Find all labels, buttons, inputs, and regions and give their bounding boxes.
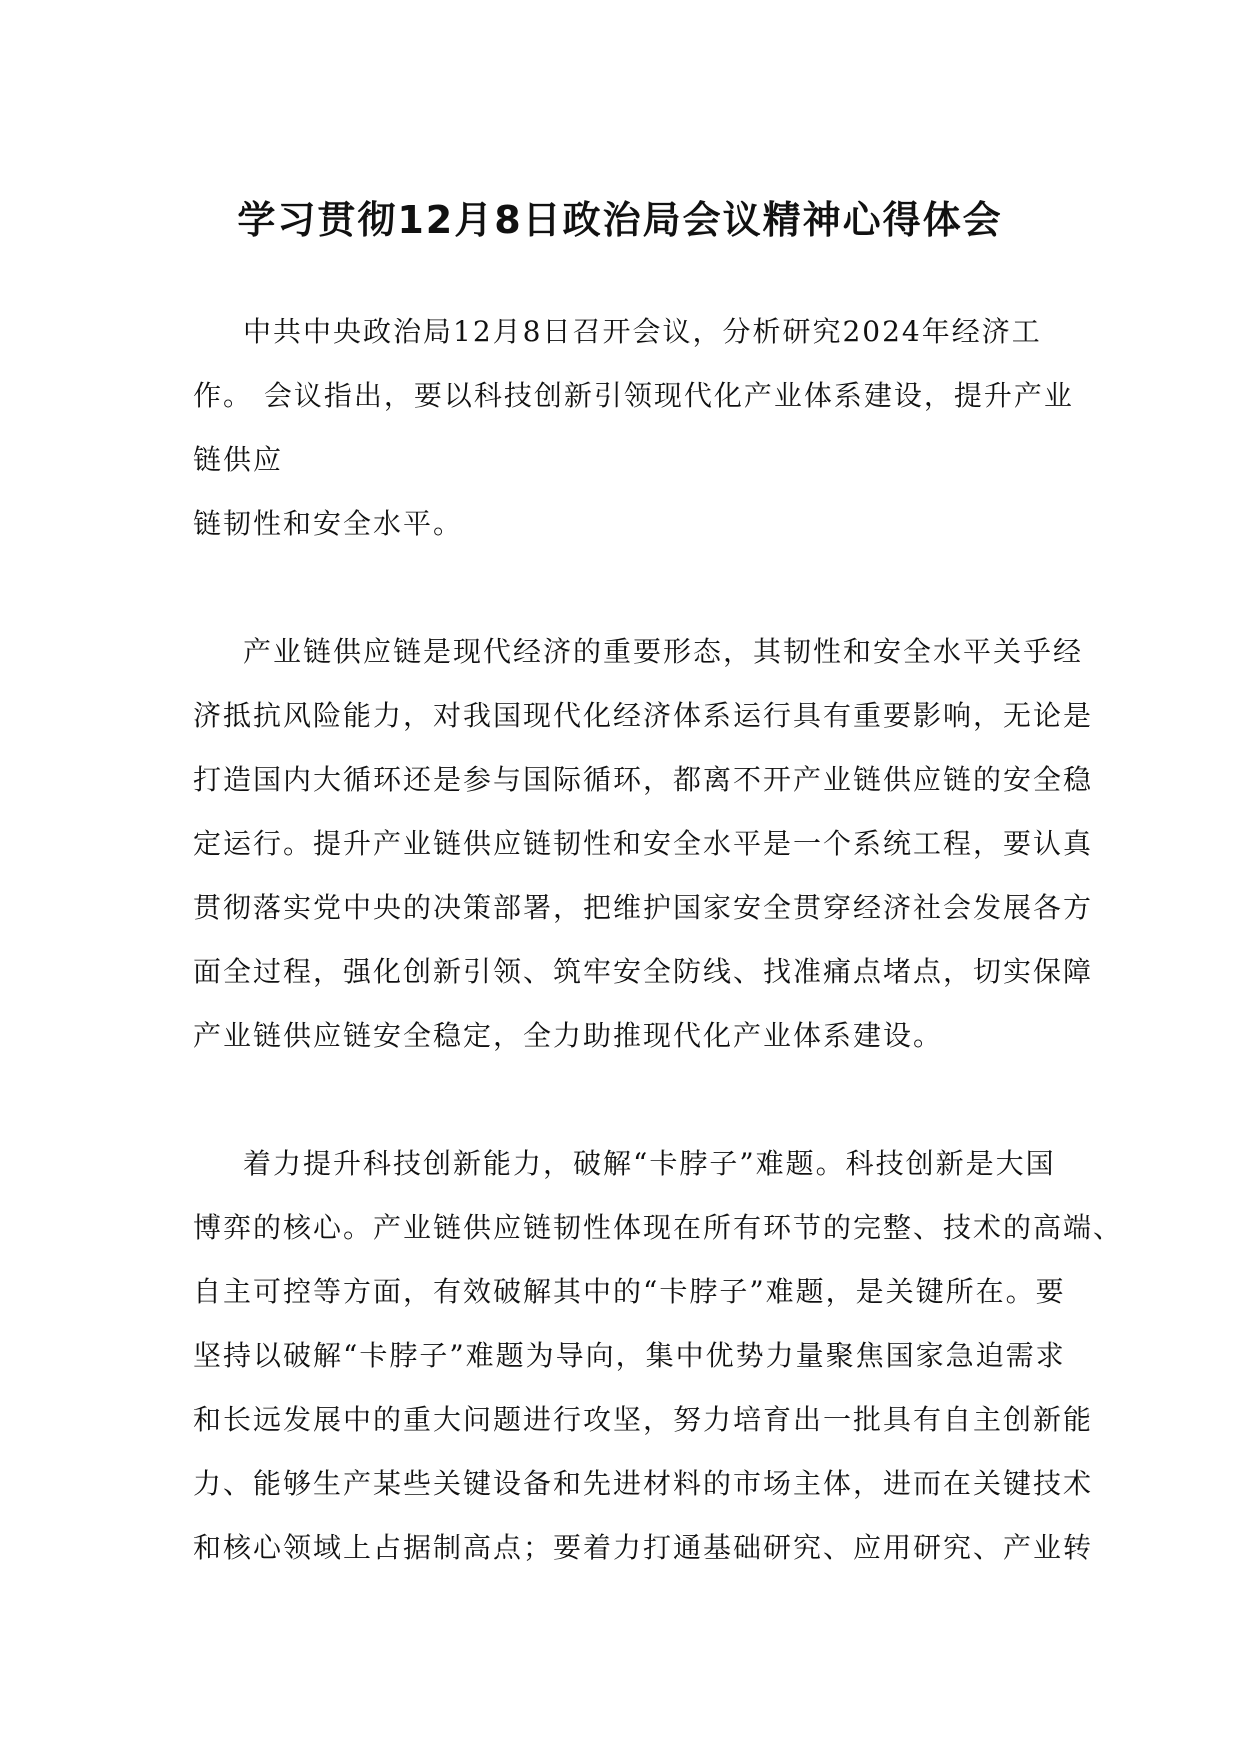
paragraph-line: 坚持以破解“卡脖子”难题为导向，集中优势力量聚焦国家急迫需求 xyxy=(193,1339,1066,1372)
paragraph-gap xyxy=(193,556,1073,620)
paragraph-line: 济抵抗风险能力，对我国现代化经济体系运行具有重要影响，无论是 xyxy=(193,699,1094,732)
paragraph-line: 链供应 xyxy=(193,443,284,476)
paragraph-line: 着力提升科技创新能力，破解“卡脖子”难题。科技创新是大国 xyxy=(243,1147,1056,1180)
document-body xyxy=(193,300,1124,1580)
paragraph-line: 和长远发展中的重大问题进行攻坚，努力培育出一批具有自主创新能 xyxy=(193,1403,1094,1436)
paragraph-2 xyxy=(193,620,1094,1068)
paragraph-line: 和核心领域上占据制高点；要着力打通基础研究、应用研究、产业转 xyxy=(193,1531,1094,1564)
paragraph-line: 博弈的核心。产业链供应链韧性体现在所有环节的完整、技术的高端、 xyxy=(193,1211,1124,1244)
paragraph-gap xyxy=(193,1068,1073,1132)
paragraph-line: 链韧性和安全水平。 xyxy=(193,507,464,540)
paragraph-line: 面全过程，强化创新引领、筑牢安全防线、找准痛点堵点，切实保障 xyxy=(193,955,1094,988)
paragraph-line: 中共中央政治局12月8日召开会议，分析研究2024年经济工 xyxy=(243,315,1042,348)
paragraph-line: 打造国内大循环还是参与国际循环，都离不开产业链供应链的安全稳 xyxy=(193,763,1094,796)
paragraph-line: 贯彻落实党中央的决策部署，把维护国家安全贯穿经济社会发展各方 xyxy=(193,891,1094,924)
paragraph-1 xyxy=(193,300,1073,556)
paragraph-line: 力、能够生产某些关键设备和先进材料的市场主体，进而在关键技术 xyxy=(193,1467,1094,1500)
paragraph-line: 自主可控等方面，有效破解其中的“卡脖子”难题，是关键所在。要 xyxy=(193,1275,1066,1308)
paragraph-line: 产业链供应链是现代经济的重要形态，其韧性和安全水平关乎经 xyxy=(243,635,1084,668)
paragraph-line: 作。 会议指出，要以科技创新引领现代化产业体系建设，提升产业 xyxy=(193,379,1074,412)
paragraph-line: 定运行。提升产业链供应链韧性和安全水平是一个系统工程，要认真 xyxy=(193,827,1094,860)
paragraph-line: 产业链供应链安全稳定，全力助推现代化产业体系建设。 xyxy=(193,1019,944,1052)
paragraph-3 xyxy=(193,1132,1124,1580)
document-title: 学习贯彻12月8日政治局会议精神心得体会 xyxy=(237,198,1003,242)
